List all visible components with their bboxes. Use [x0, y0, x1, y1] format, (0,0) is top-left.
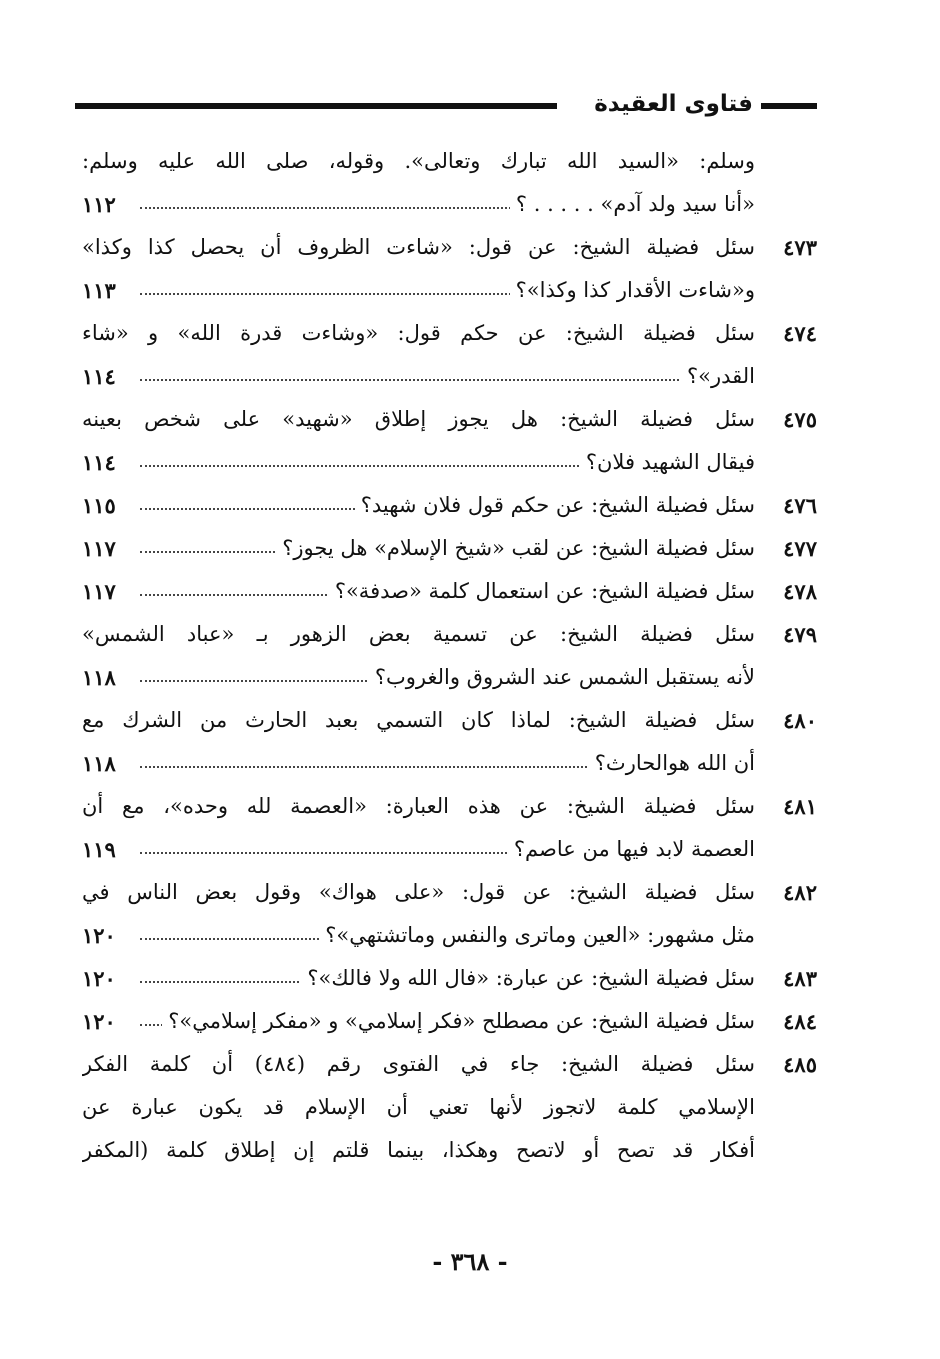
entry-number: ٤٧٣: [783, 235, 817, 260]
header-rule-right: [761, 103, 817, 109]
entry-text: الإسلامي كلمة لاتجوز لأنها تعني أن الإسلام قد يكون عبارة عن: [82, 1095, 755, 1119]
toc-entry-line: [82, 570, 817, 613]
header-rule-left: [75, 103, 557, 109]
entry-text: سئل فضيلة الشيخ: عن حكم قول فلان شهيد؟: [355, 493, 755, 517]
page-reference: ١١٧: [82, 536, 116, 561]
entry-number: ٤٨١: [783, 794, 817, 819]
entry-number: ٤٧٨: [783, 579, 817, 604]
toc-entry-line: [82, 355, 817, 398]
toc-entry-line: [82, 484, 817, 527]
toc-entry-line: [82, 742, 817, 785]
entry-text: وسلم: «السيد الله تبارك وتعالى». وقوله، صلى الله عليه وسلم:: [82, 149, 755, 173]
toc-entry-line: [82, 871, 817, 914]
page-reference: ١١٨: [82, 665, 116, 690]
entry-number: ٤٨٥: [783, 1052, 817, 1077]
toc-entry-line: [82, 398, 817, 441]
entry-text: العصمة لابد فيها من عاصم؟: [508, 837, 755, 861]
book-title: فتاوى العقيدة: [594, 91, 753, 117]
toc-entry-line: [82, 1086, 817, 1129]
entry-text: سئل فضيلة الشيخ: عن لقب «شيخ الإسلام» هل يجوز؟: [276, 536, 755, 560]
entry-text: سئل فضيلة الشيخ: عن قول: «شاءت الظروف أن يحصل كذا وكذا»: [82, 235, 755, 259]
entry-text: القدر»؟: [681, 364, 755, 388]
entry-text: سئل فضيلة الشيخ: عن تسمية بعض الزهور بـ «عباد الشمس»: [82, 622, 755, 646]
entry-number: ٤٨٠: [783, 708, 817, 733]
entry-text: سئل فضيلة الشيخ: عن عبارة: «فال الله ولا فالك»؟: [301, 966, 755, 990]
entry-text: أفكار قد تصح أو لاتصح وهكذا، بينما قلتم إن إطلاق كلمة (المكفر: [82, 1138, 755, 1162]
page-reference: ١١٢: [82, 192, 116, 217]
page-reference: ١١٨: [82, 751, 116, 776]
entry-text: فيقال الشهيد فلان؟: [580, 450, 755, 474]
page-reference: ١٢٠: [82, 966, 116, 991]
page-reference: ١١٧: [82, 579, 116, 604]
toc-entry-line: [82, 828, 817, 871]
dot-leader: [140, 379, 755, 381]
toc-entry-line: [82, 1129, 817, 1172]
entry-text: سئل فضيلة الشيخ: عن هذه العبارة: «العصمة لله وحده»، مع أن: [82, 794, 755, 818]
toc-entry-line: [82, 312, 817, 355]
entry-number: ٤٧٩: [783, 622, 817, 647]
entry-text: سئل فضيلة الشيخ: لماذا كان التسمي بعبد الحارث من الشرك مع: [82, 708, 755, 732]
entry-number: ٤٧٦: [783, 493, 817, 518]
table-of-contents: [82, 140, 817, 1172]
entry-text: سئل فضيلة الشيخ: عن قول: «على هواك» وقول بعض الناس في: [82, 880, 755, 904]
entry-number: ٤٧٧: [783, 536, 817, 561]
page-reference: ١١٤: [82, 450, 116, 475]
entry-number: ٤٨٢: [783, 880, 817, 905]
page-reference: ١٢٠: [82, 923, 116, 948]
entry-number: ٤٧٥: [783, 407, 817, 432]
page-reference: ١١٣: [82, 278, 116, 303]
toc-entry-line: [82, 441, 817, 484]
toc-entry-line: [82, 183, 817, 226]
toc-entry-line: [82, 957, 817, 1000]
entry-number: ٤٨٣: [783, 966, 817, 991]
toc-entry-line: [82, 140, 817, 183]
toc-entry-line: [82, 226, 817, 269]
entry-text: سئل فضيلة الشيخ: جاء في الفتوى رقم (٤٨٤) أن كلمة الفكر: [82, 1052, 755, 1076]
page-reference: ١١٩: [82, 837, 116, 862]
entry-text: أن الله هوالحارث؟: [589, 751, 755, 775]
entry-text: سئل فضيلة الشيخ: عن حكم قول: «وشاءت قدرة الله» و «شاء: [82, 321, 755, 345]
toc-entry-line: [82, 613, 817, 656]
entry-text: سئل فضيلة الشيخ: عن استعمال كلمة «صدفة»؟: [329, 579, 755, 603]
toc-entry-line: [82, 1043, 817, 1086]
entry-number: ٤٨٤: [783, 1009, 817, 1034]
entry-text: و«شاءت الأقدار كذا وكذا»؟: [510, 278, 755, 302]
toc-entry-line: [82, 699, 817, 742]
toc-entry-line: [82, 1000, 817, 1043]
toc-entry-line: [82, 656, 817, 699]
toc-entry-line: [82, 914, 817, 957]
entry-text: «أنا سيد ولد آدم» . . . . . ؟: [510, 192, 755, 216]
toc-entry-line: [82, 785, 817, 828]
entry-text: سئل فضيلة الشيخ: هل يجوز إطلاق «شهيد» على شخص بعينه: [82, 407, 755, 431]
running-header: [75, 86, 817, 122]
toc-entry-line: [82, 527, 817, 570]
page-number: - ٣٦٨ -: [432, 1247, 508, 1276]
entry-text: مثل مشهور: «العين وماترى والنفس وماتشتهي»؟: [319, 923, 755, 947]
page-reference: ١١٥: [82, 493, 116, 518]
page-reference: ١٢٠: [82, 1009, 116, 1034]
entry-text: سئل فضيلة الشيخ: عن مصطلح «فكر إسلامي» و «مفكر إسلامي»؟: [162, 1009, 755, 1033]
page-reference: ١١٤: [82, 364, 116, 389]
entry-text: لأنه يستقبل الشمس عند الشروق والغروب؟: [369, 665, 755, 689]
toc-entry-line: [82, 269, 817, 312]
entry-number: ٤٧٤: [783, 321, 817, 346]
